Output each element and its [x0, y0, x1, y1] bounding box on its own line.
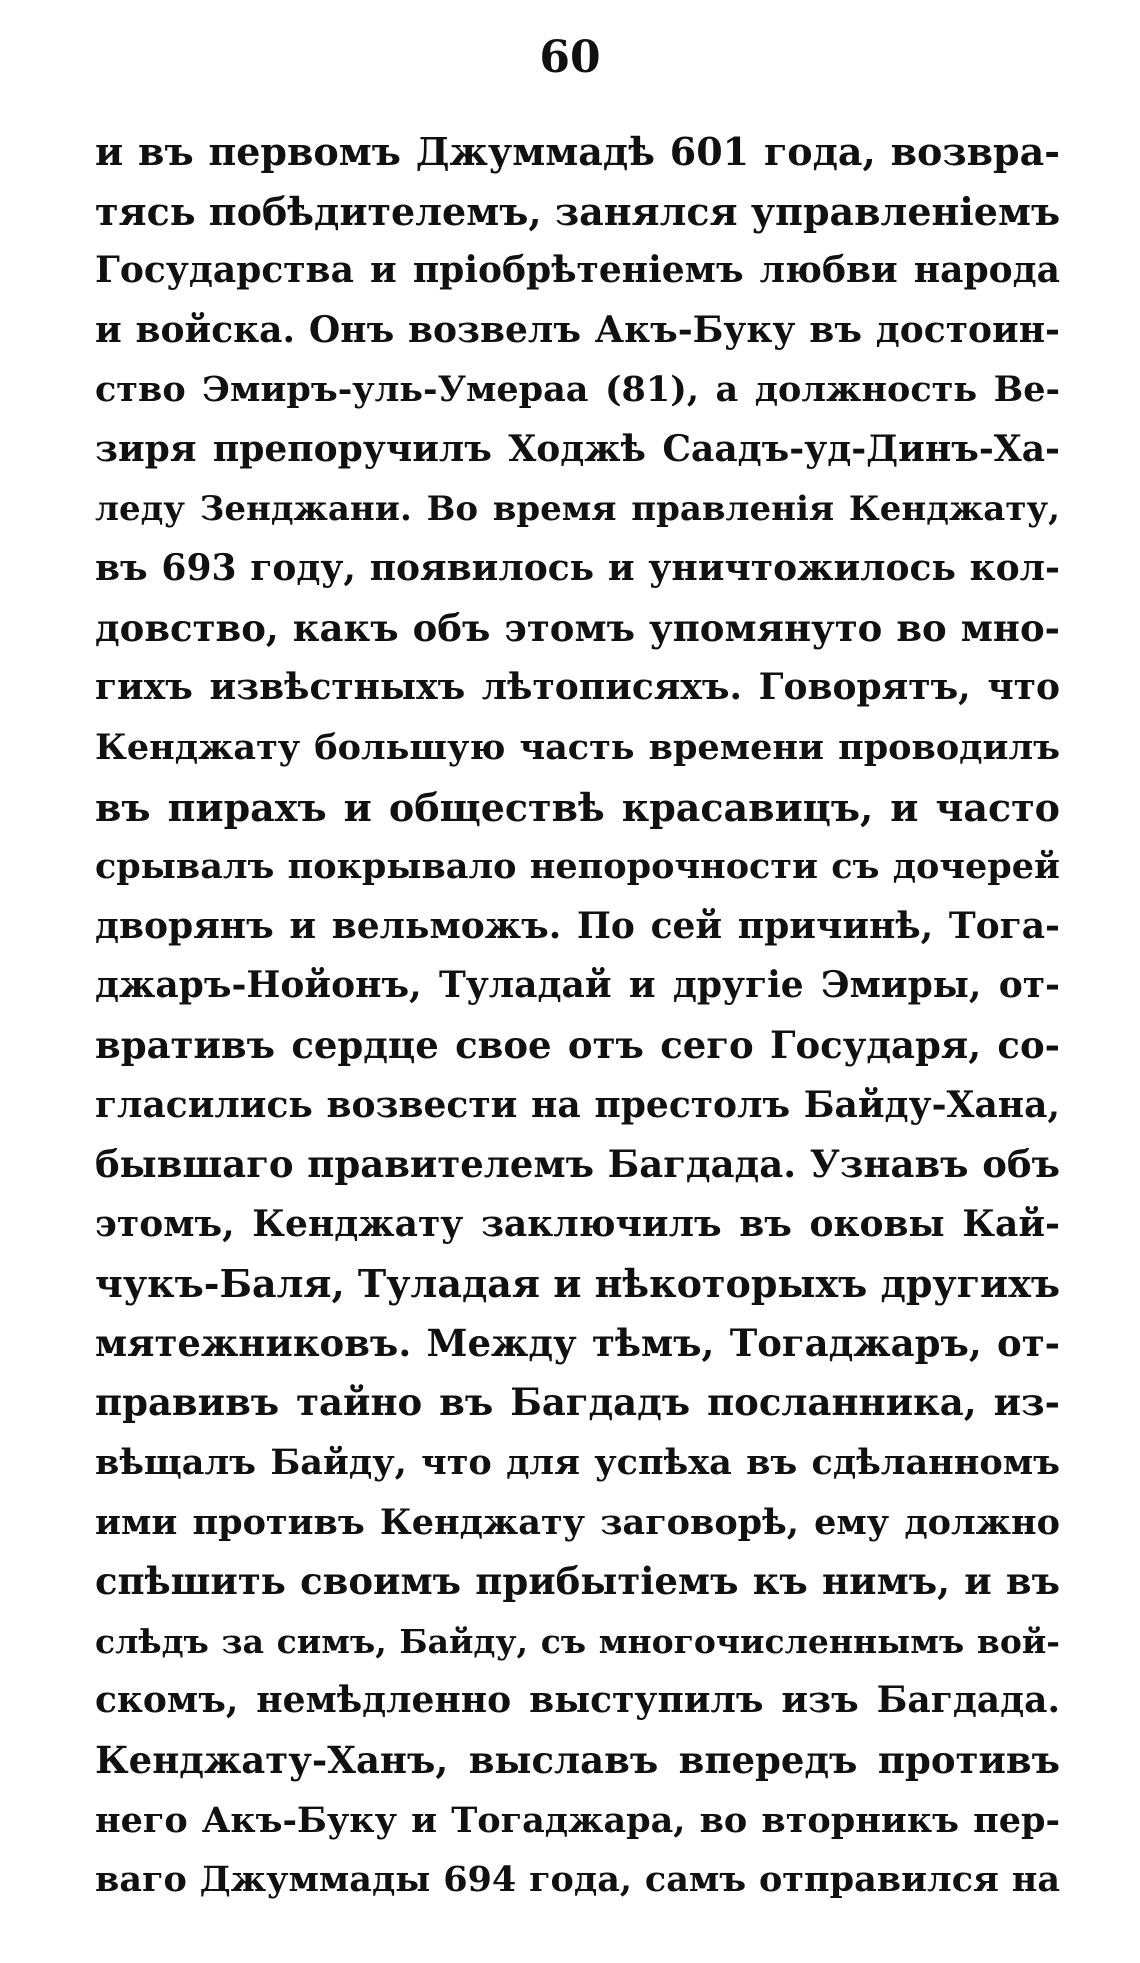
text-line: спѣшить своимъ прибытіемъ къ нимъ, и въ — [95, 1559, 1060, 1604]
text-line: зиря препоручилъ Ходжѣ Саадъ-уд-Динъ-Ха- — [95, 427, 1060, 470]
text-line: въ 693 году, появилось и уничтожилось кол- — [95, 547, 1060, 590]
text-line: правивъ тайно въ Багдадъ посланника, из- — [95, 1380, 1060, 1425]
text-line: леду Зенджани. Во время правленія Кенджату, — [95, 488, 1060, 529]
text-line: бывшаго правителемъ Багдада. Узнавъ объ — [95, 1142, 1060, 1187]
text-line: ство Эмиръ-уль-Умераа (81), а должность Ве- — [95, 369, 1060, 411]
text-line: этомъ, Кенджату заключилъ въ оковы Кай- — [95, 1202, 1060, 1245]
text-line: Государства и пріобрѣтеніемъ любви народа — [95, 249, 1060, 292]
text-line: джаръ-Нойонъ, Туладай и другіе Эмиры, от- — [95, 964, 1060, 1007]
text-line: вѣщалъ Байду, что для успѣха въ сдѣланномъ — [95, 1442, 1060, 1484]
text-line: ваго Джуммады 694 года, самъ отправился на — [95, 1859, 1060, 1901]
text-line: и войска. Онъ возвелъ Акъ-Буку въ достоин- — [95, 308, 1060, 351]
text-line: дворянъ и вельможъ. По сей причинѣ, Тога- — [95, 904, 1060, 947]
body-text — [95, 122, 1060, 1910]
text-line: и въ первомъ Джуммадѣ 601 года, возвра- — [95, 129, 1060, 174]
text-line: Кенджату-Ханъ, выславъ впередъ противъ — [95, 1738, 1060, 1783]
text-line: Кенджату большую часть времени проводилъ — [95, 726, 1060, 768]
text-line: довство, какъ объ этомъ упомянуто во мно- — [95, 605, 1060, 650]
text-line: въ пирахъ и обществѣ красавицъ, и часто — [95, 784, 1060, 830]
text-line: гихъ извѣстныхъ лѣтописяхъ. Говорятъ, что — [95, 666, 1060, 709]
text-line: срывалъ покрывало непорочности съ дочерей — [95, 846, 1060, 888]
text-line: гласились возвести на престолъ Байду-Хана, — [95, 1083, 1060, 1126]
text-line: ими противъ Кенджату заговорѣ, ему должно — [95, 1501, 1060, 1543]
text-line: вративъ сердце свое отъ сего Государя, со- — [95, 1022, 1060, 1067]
text-line: слѣдъ за симъ, Байду, съ многочисленнымъ вой- — [95, 1621, 1060, 1661]
page-number: 60 — [539, 32, 601, 83]
text-line: него Акъ-Буку и Тогаджара, во вторникъ пер- — [95, 1799, 1060, 1841]
text-line: чукъ-Баля, Туладая и нѣкоторыхъ другихъ — [95, 1261, 1060, 1307]
text-line: тясь побѣдителемъ, занялся управленіемъ — [95, 188, 1060, 234]
text-line: мятежниковъ. Между тѣмъ, Тогаджаръ, от- — [95, 1320, 1060, 1365]
text-line: скомъ, немѣдленно выступилъ изъ Багдада. — [95, 1679, 1060, 1722]
